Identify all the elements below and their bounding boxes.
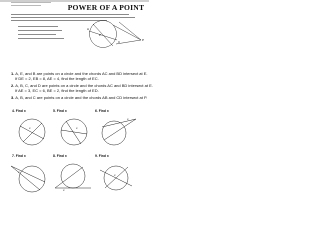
problem-2: 2. A, B, C, and D are points on a circle and the chords AC and BD intersect at E.: [11, 83, 153, 88]
x-label: x: [18, 170, 20, 174]
x-label: x: [76, 126, 78, 130]
point-label: P: [99, 33, 102, 37]
problem-1-detail: If DE = 2, EB = 8, AE = 4, find the length of EC.: [15, 76, 99, 81]
x-label: x: [29, 126, 31, 130]
figure-6: [97, 115, 137, 149]
figure-9: [96, 160, 136, 196]
point-label: A: [87, 27, 90, 31]
figure-4: [12, 115, 52, 149]
point-label: P: [142, 38, 145, 42]
page-title: POWER OF A POINT: [67, 3, 145, 12]
figure-7: [10, 160, 50, 196]
figure-8: [53, 160, 93, 196]
point-label: C: [118, 40, 121, 44]
x-label: x: [63, 188, 65, 192]
find-4-label: 4. Find x: [12, 109, 26, 113]
x-label: x: [114, 173, 116, 177]
find-9-label: 9. Find x: [95, 154, 109, 158]
find-6-label: 6. Find x: [95, 109, 109, 113]
figure-5: [54, 115, 94, 149]
find-8-label: 8. Find x: [53, 154, 67, 158]
find-7-label: 7. Find x: [12, 154, 26, 158]
problem-2-detail: If AE = 3, EC = 6, BE = 2, find the length of ED.: [15, 88, 99, 93]
find-5-label: 5. Find x: [53, 109, 67, 113]
x-label: x: [127, 117, 129, 121]
problem-1: 1. A, E, and B are points on a circle and the chords AC and BD intersect at E.: [11, 71, 148, 76]
problem-3: 3. A, B, and C are points on a circle and the chords AB and CD intersect at P.: [11, 95, 148, 100]
